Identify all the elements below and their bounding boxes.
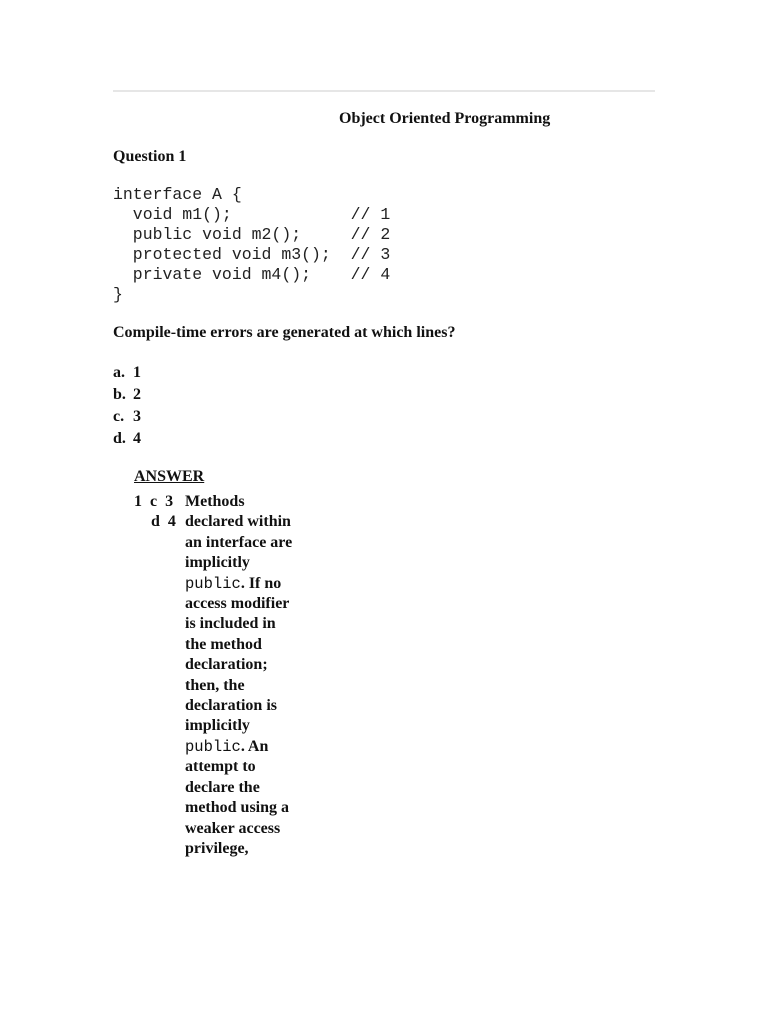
- question-prompt: Compile-time errors are generated at which lines?: [113, 324, 456, 341]
- question-heading: Question 1: [113, 148, 187, 165]
- answer-key-line: 1 c 3: [134, 493, 174, 510]
- code-line: protected void m3(); // 3: [113, 245, 391, 264]
- code-line: private void m4(); // 4: [113, 265, 391, 284]
- explanation-text: . An attempt to declare the method using a weaker access privilege,: [185, 737, 290, 857]
- explanation-text: . If no access modifier is included in the method declaration; then, the declaration is implicitly: [185, 574, 290, 735]
- answer-key-line: d 4: [151, 513, 176, 530]
- option-letter: a.: [113, 364, 125, 381]
- option-text: 1: [133, 364, 141, 381]
- option-letter: d.: [113, 430, 126, 447]
- option-letter: c.: [113, 408, 125, 425]
- answer-explanation: [185, 492, 300, 859]
- code-line: interface A {: [113, 185, 242, 204]
- code-block: [113, 185, 390, 305]
- code-line: }: [113, 285, 123, 304]
- option-item: [113, 428, 141, 450]
- explanation-code: public: [185, 737, 241, 756]
- explanation-code: public: [185, 574, 241, 593]
- option-text: 2: [133, 386, 141, 403]
- answer-heading: ANSWER: [134, 468, 205, 485]
- options-list: [113, 362, 141, 450]
- option-text: 3: [133, 408, 141, 425]
- answer-key: [134, 492, 176, 532]
- option-item: [113, 362, 141, 384]
- top-divider: [113, 90, 655, 92]
- option-text: 4: [133, 430, 141, 447]
- explanation-text: Methods declared within an interface are implicitly: [185, 493, 293, 572]
- code-line: void m1(); // 1: [113, 205, 391, 224]
- page-title: Object Oriented Programming: [339, 110, 551, 127]
- option-item: [113, 384, 141, 406]
- code-line: public void m2(); // 2: [113, 225, 391, 244]
- option-letter: b.: [113, 386, 126, 403]
- option-item: [113, 406, 141, 428]
